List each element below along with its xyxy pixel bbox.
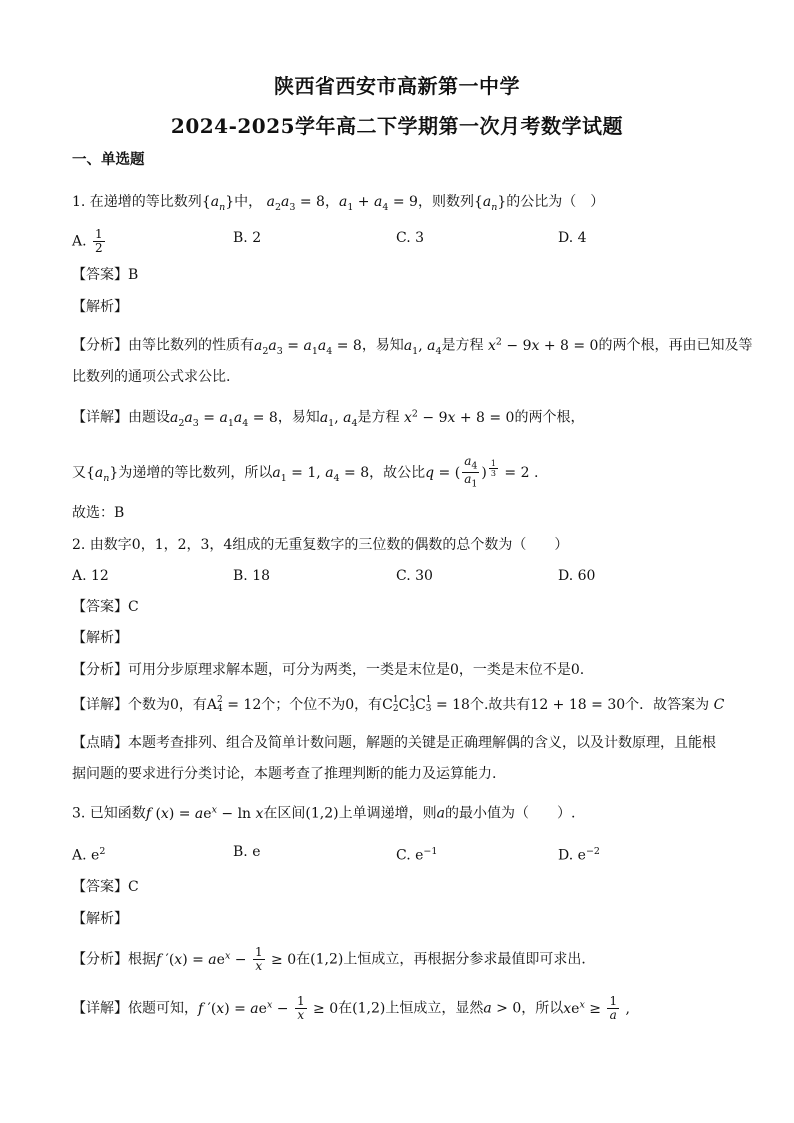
xiangjie-label: 【详解】 xyxy=(72,409,128,426)
text: 在 xyxy=(296,951,311,968)
math: f $'(x) = ae^x$ − $\frac{1}{x}$ ≥ 0 xyxy=(198,994,339,1023)
q2-xiangjie xyxy=(72,695,724,715)
q2-dianjing-line-2: 据问题的要求进行分类讨论，本题考查了推理判断的能力及运算能力. xyxy=(72,766,497,782)
q1-analysis-label: 【解析】 xyxy=(72,299,128,315)
text: 由等比数列的性质有 xyxy=(128,337,254,354)
math: 12 + 18 = 30 xyxy=(530,697,626,713)
school-title: 陕西省西安市高新第一中学 xyxy=(274,74,520,98)
math: C 1 2 C 1 3 C 1 3 = 18 xyxy=(382,695,470,714)
math: (1,2) xyxy=(310,951,344,968)
q1-option-a xyxy=(72,228,107,255)
math: $a_1 = 1$, $a_4 = 8$ xyxy=(272,464,370,484)
math: q = ( $\frac{a_4}{a_1}$ ) $^{\frac{1}{3}}$ = 2 . xyxy=(425,454,539,490)
text: 3. 已知函数 xyxy=(72,805,146,822)
text: 个；个位不为0，有 xyxy=(261,697,383,713)
math: (1,2) xyxy=(305,805,339,822)
question-1-stem xyxy=(72,192,604,218)
text: 在区间 xyxy=(263,805,306,822)
q1-stem-text: 的公比为（ ） xyxy=(506,194,605,210)
q1-xiangjie-line-2 xyxy=(72,455,538,491)
math: a > 0 xyxy=(483,1000,522,1017)
q2-dianjing-line-1: 【点睛】本题考查排列、组合及简单计数问题，解题的关键是正确理解偶的含义，以及计数原理，且能根 xyxy=(72,735,716,751)
q1-option-c: C. 3 xyxy=(396,230,425,246)
q3-fenxi xyxy=(72,946,595,973)
q2-fenxi: 【分析】可用分步原理求解本题，可分为两类，一类是末位是0，一类是末位不是0. xyxy=(72,662,585,678)
math: $xe^x$ ≥ $\frac{1}{a}$ , xyxy=(563,994,630,1023)
q1-stem-text: ， xyxy=(324,194,339,210)
option-label: A. xyxy=(72,233,87,250)
text: 个数为0，有 xyxy=(128,697,207,713)
q3-option-d: D. $e^{-2}$ xyxy=(558,846,600,864)
q2-analysis-label: 【解析】 xyxy=(72,630,128,646)
math: $a_2a_3 = 8$ xyxy=(266,194,325,213)
section-heading: 一、单选题 xyxy=(72,151,145,168)
q1-stem-text: 中， xyxy=(234,194,263,210)
text: 依题可知， xyxy=(128,1000,198,1017)
math: f $(x) = ae^x - \ln x$ xyxy=(145,804,264,822)
text: 的两个根，再由已知及等 xyxy=(598,337,753,354)
q1-conclusion: 故选：B xyxy=(72,505,125,521)
math: C xyxy=(713,697,725,713)
math: $a_1$, $a_4$ xyxy=(403,337,442,357)
text: 根据 xyxy=(128,951,156,968)
q3-option-a: A. $e^2$ xyxy=(72,846,106,864)
q1-fenxi-line-2: 比数列的通项公式求公比. xyxy=(72,369,231,385)
exam-title: 2024-2025学年高二下学期第一次月考数学试题 xyxy=(170,114,624,138)
q1-answer: 【答案】B xyxy=(72,267,139,283)
q1-stem-text: 1. 在递增的等比数列 xyxy=(72,194,202,210)
q3-option-c: C. $e^{-1}$ xyxy=(396,846,438,864)
text: 个.故共有 xyxy=(469,697,531,713)
text: 上单调递增，则 xyxy=(338,805,437,822)
q1-fenxi-line-1 xyxy=(72,332,752,361)
text: 在 xyxy=(338,1000,353,1017)
xiangjie-label: 【详解】 xyxy=(72,697,128,713)
q1-option-d: D. 4 xyxy=(558,230,587,246)
q1-option-b: B. 2 xyxy=(233,230,262,246)
q1-stem-text: ，则数列 xyxy=(417,194,474,210)
math: $\frac{1}{2}$ xyxy=(95,227,103,255)
fenxi-label: 【分析】 xyxy=(72,951,128,968)
math: $\{a_n\}$ xyxy=(86,464,119,484)
q3-answer: 【答案】C xyxy=(72,879,139,895)
text: 上恒成立，再根据分参求最值即可求出． xyxy=(343,951,596,968)
option-label: A. xyxy=(72,847,87,864)
text: ，易知 xyxy=(361,337,404,354)
math: $x^2 - 9x + 8 = 0$ xyxy=(487,336,599,354)
math: $a_1 + a_4 = 9$ xyxy=(338,194,418,213)
q2-answer: 【答案】C xyxy=(72,599,139,615)
q3-xiangjie xyxy=(72,995,630,1022)
q1-xiangjie-line-1 xyxy=(72,404,584,433)
math: $a_1$, $a_4$ xyxy=(319,409,358,429)
math: a xyxy=(436,805,445,822)
question-2-stem: 2. 由数字0，1，2，3，4组成的无重复数字的三位数的偶数的总个数为（ ） xyxy=(72,537,569,553)
text: 上恒成立，显然 xyxy=(385,1000,484,1017)
text: 由题设 xyxy=(128,409,170,426)
text: ，易知 xyxy=(277,409,320,426)
math: $x^2 - 9x + 8 = 0$ xyxy=(403,408,515,426)
option-label: C. xyxy=(396,847,411,864)
text: 为递增的等比数列，所以 xyxy=(118,464,273,481)
q3-analysis-label: 【解析】 xyxy=(72,911,128,927)
text: 的两个根， xyxy=(514,409,585,426)
math: $\{a_n\}$ xyxy=(473,194,507,213)
math: (1,2) xyxy=(352,1000,386,1017)
q2-option-d: D. 60 xyxy=(558,568,596,584)
fenxi-label: 【分析】 xyxy=(72,337,128,354)
option-label: D. xyxy=(558,847,574,864)
text: 又 xyxy=(72,464,86,481)
xiangjie-label: 【详解】 xyxy=(72,1000,128,1017)
text: 是方程 xyxy=(357,409,400,426)
math: A 2 4 = 12 xyxy=(206,695,262,714)
text: ，故公比 xyxy=(369,464,426,481)
q2-option-b: B. 18 xyxy=(233,568,271,584)
text: ，所以 xyxy=(521,1000,564,1017)
math: $a_2a_3 = a_1a_4 = 8$ xyxy=(170,409,278,429)
text: 个．故答案为 xyxy=(625,697,710,713)
math: $\{a_n\}$ xyxy=(201,194,235,213)
question-3-stem xyxy=(72,800,575,824)
math: $a_2a_3 = a_1a_4 = 8$ xyxy=(254,337,362,357)
q3-option-b: B. e xyxy=(233,844,261,860)
text: 的最小值为（ ）. xyxy=(444,805,576,822)
text: 是方程 xyxy=(441,337,484,354)
q2-option-a: A. 12 xyxy=(72,568,109,584)
q2-option-c: C. 30 xyxy=(396,568,433,584)
math: f $'(x) = ae^x$ − $\frac{1}{x}$ ≥ 0 xyxy=(156,945,297,974)
